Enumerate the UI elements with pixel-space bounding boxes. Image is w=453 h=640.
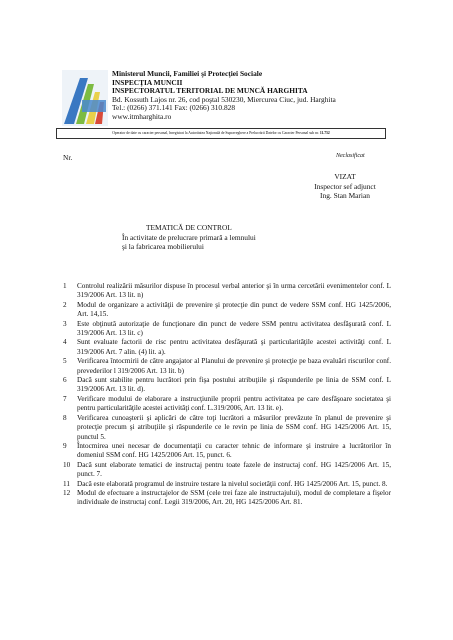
item-number: 9 <box>63 441 67 450</box>
phone-fax: Tel.: (0266) 371.141 Fax: (0266) 310.828 <box>112 103 236 113</box>
classification-label: Neclasificat <box>336 153 365 159</box>
approver-name: Ing. Stan Marian <box>320 191 370 201</box>
operator-note-number: 11.752 <box>319 131 330 135</box>
title-line-1: TEMATICĂ DE CONTROL <box>146 223 232 232</box>
operator-note-text: Operator de date cu caracter personal, înregistrat la Autoritatea Naţională de Supraveghere a Prelucrării Datelor cu Caracter Personal sub nr. <box>112 131 319 135</box>
list-item <box>63 414 391 442</box>
document-title <box>108 223 348 252</box>
item-text: Dacă este elaborată programul de instruire testare la nivelul societăţii conf. HG 1425/2006 Art. 15, punct. 8. <box>77 479 388 488</box>
itm-name: INSPECTORATUL TERITORIAL DE MUNCĂ HARGHITA <box>112 86 308 96</box>
item-number: 6 <box>63 376 67 385</box>
item-number: 5 <box>63 357 67 366</box>
control-items-list <box>63 282 391 508</box>
item-number: 4 <box>63 338 67 347</box>
item-text: Modul de organizare a activităţii de prevenire şi protecţie din punct de vedere SSM conf. HG 1425/2006, Art. 14,15. <box>77 300 391 319</box>
item-text: Verificarea întocmirii de către angajator al Planului de prevenire şi protecţie pe baza evaluări riscurilor conf. prevederilor l 319/2006 Art. 13 lit. b) <box>77 357 391 375</box>
item-text: Întocmirea unei necesar de documentaţii cu caracter tehnic de informare şi instruire a lucrătorilor în domeniul SSM conf. HG 1425/2006 Art. 15, punct. 6. <box>77 441 391 460</box>
inspectia-muncii-logo-icon <box>62 70 108 126</box>
document-number-label: Nr. <box>63 153 73 162</box>
list-item <box>63 395 391 414</box>
item-number: 10 <box>63 460 71 469</box>
item-number: 12 <box>63 488 71 497</box>
institution-header <box>112 70 412 122</box>
list-item <box>63 489 391 508</box>
website-link[interactable]: www.itmharghita.ro <box>112 111 172 121</box>
item-text: Verificare modului de elaborare a instrucţiunile proprii pentru activitatea pe care desfăşoare societatea şi pentru particularităţile acestei activităţi conf. L.319/2006, Art. 13 lit. e). <box>77 394 391 413</box>
list-item <box>63 301 391 320</box>
item-text: Controlul realizării măsurilor dispuse în procesul verbal anterior şi în urma cercetării evenimentelor conf. L 319/2006 Art. 13 lit. n) <box>77 282 391 300</box>
item-text: Este obţinută autorizaţie de funcţionare din punct de vedere SSM pentru activitatea desfăşurată conf. L 319/2006 Art. 13 lit. c) <box>77 319 391 338</box>
item-text: Dacă sunt elaborate tematici de instructaj pentru toate fazele de instructaj conf. HG 1425/2006 Art. 15, punct. 7. <box>77 460 391 479</box>
item-number: 7 <box>63 394 67 403</box>
item-number: 2 <box>63 300 67 309</box>
approval-block <box>290 172 400 201</box>
item-text: Verificarea cunoaşterii şi aplicări de către toţi lucrători a măsurilor prevăzute în planul de prevenire şi protecţie precum şi atribuţiile şi răspunderile ce le revin pe linia de SSM conf. HG 1425/2006 Art. 15, punctul 5. <box>77 413 391 441</box>
list-item <box>63 338 391 357</box>
list-item <box>63 282 391 301</box>
inspectia-name: INSPECŢIA MUNCII <box>112 77 183 87</box>
list-item <box>63 461 391 480</box>
operator-note <box>56 128 386 139</box>
list-item <box>63 320 391 339</box>
approver-role: Inspector sef adjunct <box>314 181 376 191</box>
list-item <box>63 480 391 489</box>
list-item <box>63 376 391 395</box>
ministry-name: Ministerul Muncii, Familiei şi Protecţiei Sociale <box>112 69 263 78</box>
list-item <box>63 357 391 376</box>
title-line-2: În activitate de prelucrare primară a lemnului <box>122 232 256 242</box>
item-text: Dacă sunt stabilite pentru lucrători prin fişa postului atribuţiile şi răspunderile pe linia de SSM conf. L 319/2006 Art. 13 lit. d). <box>77 376 391 394</box>
item-number: 1 <box>63 282 67 290</box>
item-text: Sunt evaluate factorii de risc pentru activitatea desfăşurată şi particularităţile acestei activităţi conf. L 319/2006 Art. 7 alin. (4) lit. a). <box>77 338 391 356</box>
address: Bd. Kossuth Lajos nr. 26, cod poştal 530230, Miercurea Ciuc, jud. Harghita <box>112 94 336 104</box>
item-number: 11 <box>63 479 70 488</box>
item-number: 8 <box>63 413 67 422</box>
item-text: Modul de efectuare a instructajelor de SSM (cele trei faze ale instructajului), modul de completare a fişelor individuale de instructaj conf. Legii 319/2006, Art. 20, HG 1425/2006 Art. 81. <box>77 488 391 507</box>
vizat-label: VIZAT <box>334 172 356 181</box>
list-item <box>63 442 391 461</box>
item-number: 3 <box>63 319 67 328</box>
title-line-3: şi la fabricarea mobilierului <box>122 242 204 252</box>
